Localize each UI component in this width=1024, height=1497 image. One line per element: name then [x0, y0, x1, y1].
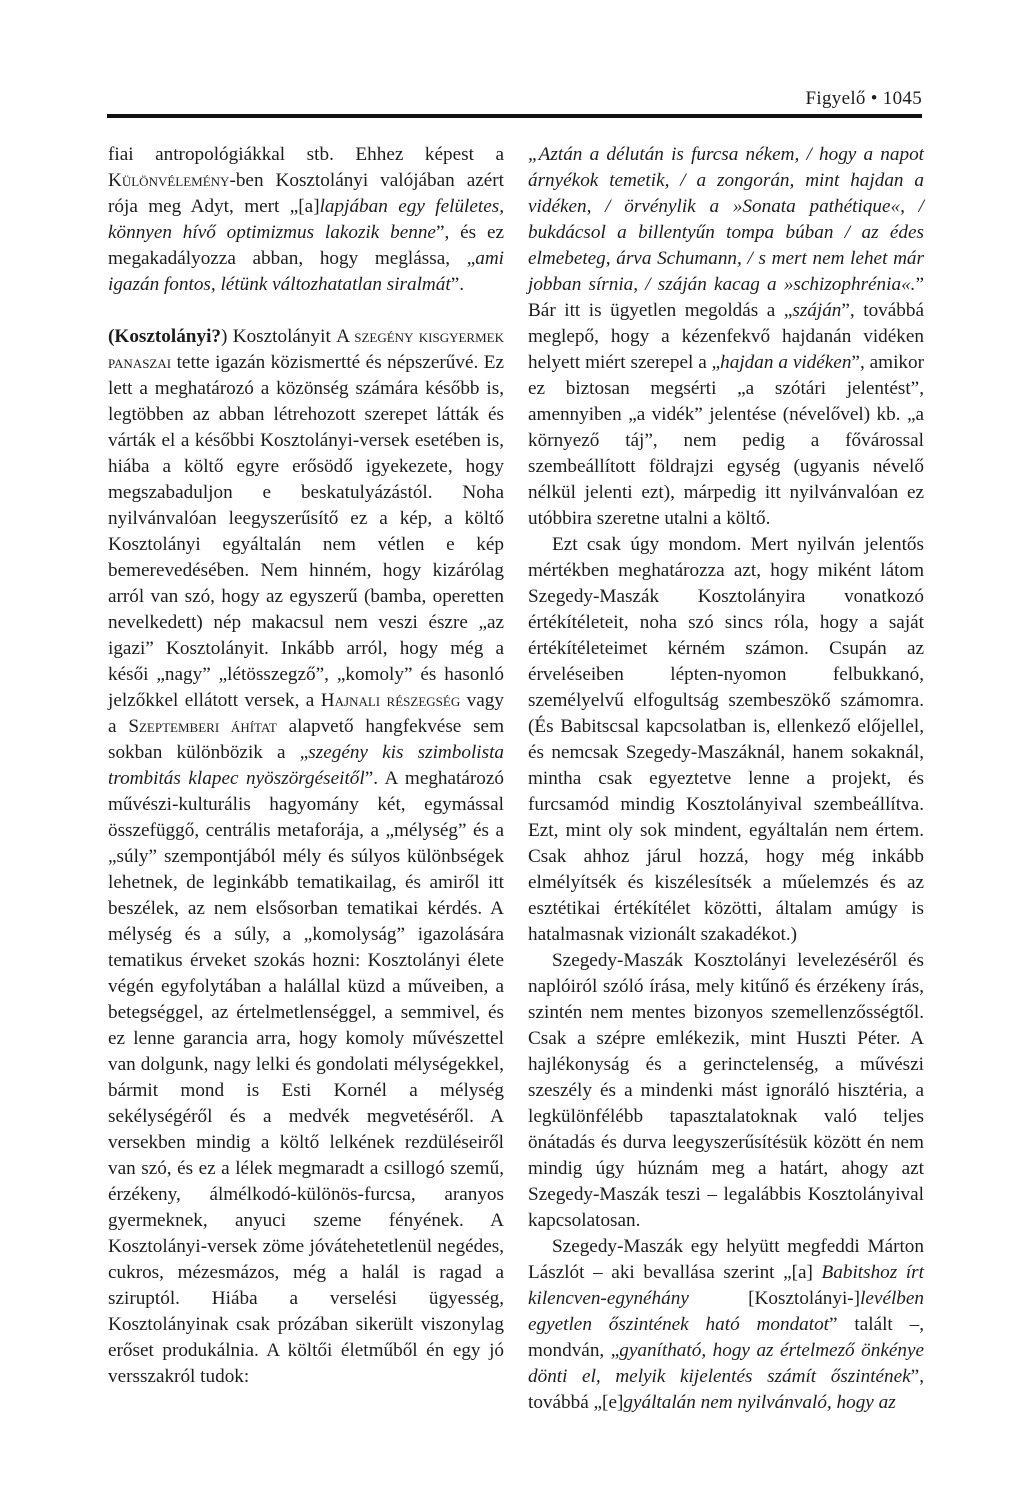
text-run: ) Kosztolányit — [221, 326, 337, 347]
text-run: Szegedy-Maszák Kosztolányi levelezéséről és naplóiról szóló írása, mely kitűnő és érzékeny írás, szintén nem mentes bizonyos szemellenzősségtől. Csak a szépre emlékezik, mint Huszti Péter. A hajlékonyság és a gerinctelenség, a művészi szeszély és a mindenki mást ignoráló hisztéria, a legkülönfélébb tapasztalatoknak való teljes önátadás és durva leegyszerűsítésük között én nem mindig úgy húznám meg a határt, ahogy azt Szegedy-Maszák teszi – legalábbis Kosztolányival kapcsolatosan. — [528, 950, 924, 1231]
small-caps-title: Hajnali részegség — [320, 690, 461, 711]
separator-bullet: • — [870, 88, 878, 109]
running-head — [806, 88, 922, 110]
text-run: ”, amikor ez biztosan megsérti „a szótári jelentést”, amennyiben „a vidék” jelentése (névelővel) kb. „a környező táj”, nem pedig a fővárossal szembeállított földrajzi egység (ugyanis névelő nélkül jelenti ezt), márpedig itt nyilvánvalóan ez utóbbira szeretne utalni a költő. — [528, 352, 924, 529]
text-run: -ben Kosztolányi valójában azért rója meg Adyt, mert „[a] — [108, 170, 504, 217]
italic-quote: „Aztán a délután is furcsa nékem, / hogy a napot árnyékok temetik, / a zongorán, mint hajdan a vidéken, / örvénylik a »Sonata pathétique«, / bukdácsol a billentyűn tompa búban / az édes elmebeteg, árva Schumann, / s mert nem lehet már jobban sírnia, / száján kacag a »schizophrénia«. — [528, 144, 924, 295]
text-run: ”. — [450, 274, 465, 295]
paragraph-p2 — [108, 324, 504, 1390]
italic-quote: szegény kis szimbolista trombitás klapec nyöszörgéseitől — [108, 742, 504, 789]
page-number: 1045 — [882, 88, 922, 109]
italic-quote: ami igazán fontos, létünk változhatatlan siralmát — [108, 248, 504, 295]
paragraph-p4 — [528, 532, 924, 948]
paragraph-p1 — [108, 142, 504, 298]
text-run: vagy a — [108, 690, 504, 737]
italic-quote: lapjában egy felületes, könnyen hívő optimizmus lakozik benne — [108, 196, 504, 243]
text-run: [Kosztolányi-] — [688, 1288, 861, 1309]
text-run: ”, továbbá „[e] — [528, 1366, 924, 1413]
small-caps-title: Különvélemény — [108, 170, 230, 191]
right-column — [528, 142, 924, 1416]
text-run: tette igazán közismertté és népszerűvé. Ez lett a meghatározó a közönség számára később is, legtöbben az abban létrehozott szerepet látták és várták el a későbbi Kosztolányi-versek esetében is, hiába a költő egyre erősödő igyekezete, hogy megszabaduljon e beskatulyázástól. Noha nyilvánvalóan leegyszerűsítő ez a kép, a költő Kosztolányi egyáltalán nem vétlen e kép bemerevedésében. Nem hinném, hogy kizárólag arról van szó, hogy az egyszerű (bamba, operetten nevelkedett) nép makacsul nem veszi észre „az igazi” Kosztolányit. Inkább arról, hogy még a késői „nagy” „létösszegző”, „komoly” és hasonló jelzőkkel ellátott versek, a — [108, 352, 504, 711]
text-run: ” talált –, mondván, „ — [528, 1314, 924, 1361]
italic-quote: száján — [792, 300, 842, 321]
small-caps-title: Szeptemberi áhítat — [128, 716, 277, 737]
paragraph-p6 — [528, 1234, 924, 1416]
italic-quote: Babitshoz írt kilencven-egynéhány — [528, 1262, 924, 1309]
text-run: ”, továbbá meglepő, hogy a kézenfekvő hajdanán vidéken helyett miért szerepel a „ — [528, 300, 924, 373]
italic-quote: hajdan a vidéken — [720, 352, 852, 373]
text-run: alapvető hangfekvése sem sokban különbözik a „ — [108, 716, 504, 763]
text-run: Ezt csak úgy mondom. Mert nyilván jelentős mértékben meghatározza azt, hogy miként látom Szegedy-Maszák Kosztolányira vonatkozó értékítéleteit, noha szó sincs róla, hogy a saját értékítéleteimet kérném számon. Csupán az érveléseiben lépten-nyomon felbukkanó, személyelvű elfogultság szembeszökő számomra. (És Babitscsal kapcsolatban is, ellenkező előjellel, és nemcsak Szegedy-Maszáknál, hanem sokaknál, mintha csak egyeztetve lenne a projekt, és furcsamód mindig Kosztolányival szembeállítva. Ezt, mint oly sok mindent, egyáltalán nem értem. Csak ahhoz járul hozzá, hogy még inkább elmélyítsék és kiszélesítsék a műelemzés és az esztétikai értékítélet közötti, általam amúgy is hatalmasnak vizionált szakadékot.) — [528, 534, 924, 945]
bold-heading: (Kosztolányi? — [108, 326, 221, 347]
left-column — [108, 142, 504, 1390]
italic-quote: gyanítható, hogy az értelmező önkénye dönti el, melyik kijelentés számít őszintének — [528, 1340, 924, 1387]
text-run: ” Bár itt is ügyetlen megoldás a „ — [528, 274, 924, 321]
italic-quote: levélben egyetlen őszintének ható mondatot — [528, 1288, 924, 1335]
text-run: ”, és ez megakadályozza abban, hogy meglássa, „ — [108, 222, 504, 269]
small-caps-title: A szegény kisgyermek panaszai — [108, 326, 504, 373]
section-title: Figyelő — [805, 88, 866, 109]
paragraph-p5 — [528, 948, 924, 1234]
paragraph-p3 — [528, 142, 924, 532]
header-rule — [107, 114, 922, 118]
text-run: Szegedy-Maszák egy helyütt megfeddi Márton Lászlót – aki bevallása szerint „[a] — [528, 1236, 924, 1283]
italic-quote: gyáltalán nem nyilvánvaló, hogy az — [623, 1392, 896, 1413]
text-run: fiai antropológiákkal stb. Ehhez képest a — [108, 144, 504, 165]
text-run: ”. A meghatározó művészi-kulturális hagyomány két, egymással összefüggő, centrális metaforája, a „mélység” és a „súly” szempontjából mély és súlyos különbségek lehetnek, de leginkább tematikailag, és amiről itt beszélek, az nem elsősorban tematikai kérdés. A mélység és a súly, a „komolyság” igazolására tematikus érveket szokás hozni: Kosztolányi élete végén egyfolytában a halállal küzd a műveiben, a betegséggel, az értelmetlenséggel, a semmivel, és ez lenne garancia arra, hogy komoly művészettel van dolgunk, nagy lelki és gondolati mélységekkel, bármit mond is Esti Kornél a mélység sekélységéről és a medvék megvetéséről. A versekben mindig a költő lelkének rezdüléseiről van szó, és ez a lélek megmaradt a csillogó szemű, érzékeny, álmélkodó-különös-furcsa, aranyos gyermeknek, anyuci szeme fényének. A Kosztolányi-versek zöme jóvátehetetlenül negédes, cukros, mézesmázos, még a halál is ragad a sziruptól. Hiába a verselési ügyesség, Kosztolányinak csak prózában sikerült viszonylag erőset produkálnia. A költői életműből én egy jó versszakról tudok: — [108, 768, 504, 1387]
